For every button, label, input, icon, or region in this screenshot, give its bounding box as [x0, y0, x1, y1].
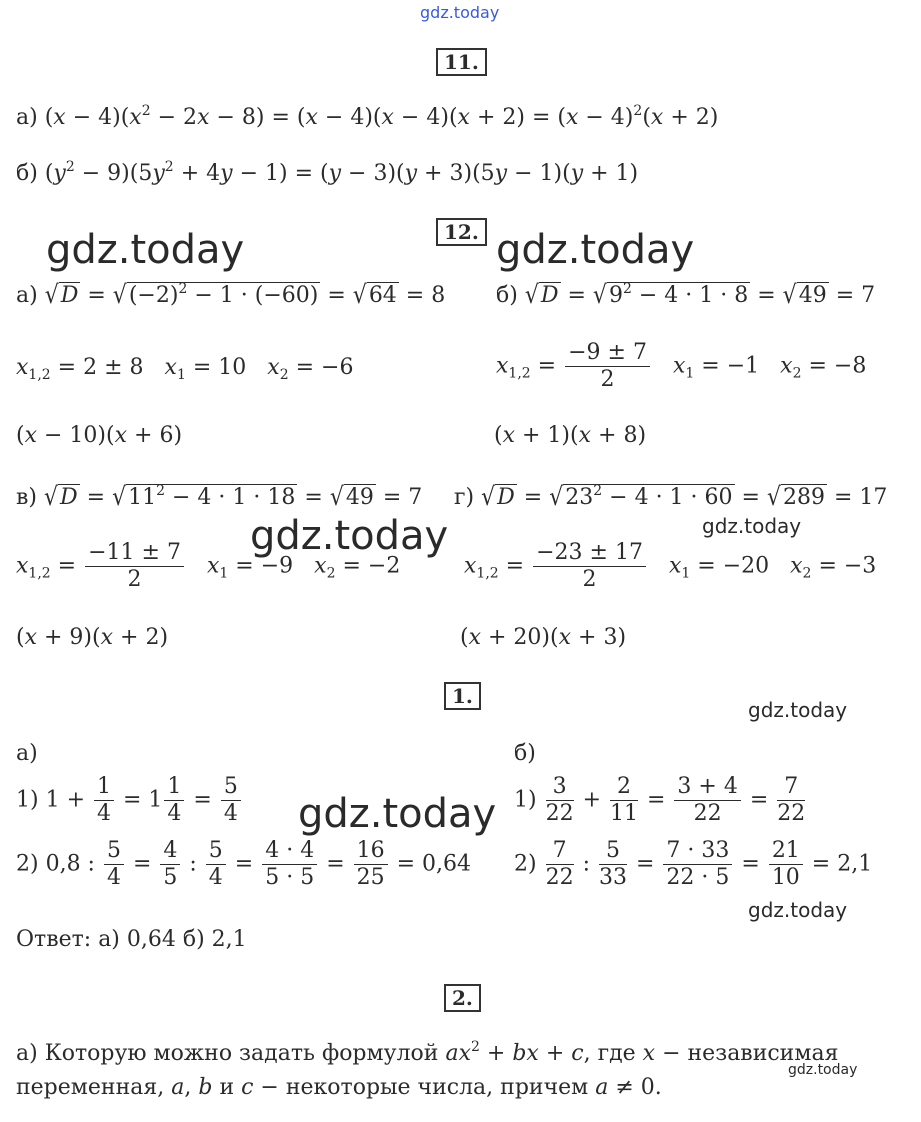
watermark: gdz.today [748, 698, 848, 722]
equation-12b-discriminant: б) $√D = √9^2 - 4 \cdot 1 \cdot 8 = √49 = 7$ [496, 281, 876, 310]
watermark: gdz.today [748, 898, 848, 922]
watermark: gdz.today [702, 514, 802, 538]
equation-1b-step2: 2) $\frac{7}{22}$ : $\frac{5}{33}$ = $\frac{7 \cdot 33}{22 \cdot 5}$ = $\frac{21}{10}$ = 2,1 [514, 838, 873, 890]
label-1b: б) [514, 741, 536, 766]
watermark: gdz.today [298, 791, 497, 837]
task-number-11: 11. [436, 48, 487, 76]
equation-12a-factored: (x − 10)(x + 6) [16, 423, 183, 448]
p2-text-a: а) Которую можно задать формулой [16, 1041, 439, 1066]
watermark: gdz.today [46, 227, 245, 273]
paragraph-2-line2: переменная, a, b и c − некоторые числа, причем a ≠ 0. [16, 1075, 662, 1100]
task-number-1: 1. [444, 682, 481, 710]
task-number-2: 2. [444, 984, 481, 1012]
answer-line: Ответ: а) 0,64 б) 2,1 [16, 927, 247, 952]
equation-12g-factored: (x + 20)(x + 3) [460, 625, 627, 650]
p2-text-d: переменная, [16, 1075, 165, 1100]
equation-12a-discriminant: а) $√D = √(-2)^2 - 1 \cdot (-60) = √64 = 8$ [16, 281, 446, 310]
equation-12b-roots: $x_{1,2}$ = $\frac{-9 \pm 7}{2}$ $x_1 = -1$ $x_2 = -8$ [496, 340, 867, 392]
p2-text-b: , где [583, 1041, 636, 1066]
equation-12g-roots: $x_{1,2}$ = $\frac{-23 \pm 17}{2}$ $x_1 = -20$ $x_2 = -3$ [464, 540, 877, 592]
equation-1a-step2: 2) 0,8 : $\frac{5}{4}$ = $\frac{4}{5}$ : $\frac{5}{4}$ = $\frac{4 \cdot 4}{5 \cdot 5}$ = $\frac{16}{25}$ = 0,64 [16, 838, 472, 890]
equation-12v-discriminant: в) $√D = √11^2 - 4 \cdot 1 \cdot 18 = √49 = 7$ [16, 483, 423, 512]
watermark-top: gdz.today [420, 3, 500, 22]
p2-text-e: и [212, 1075, 242, 1100]
p2-text-g: ≠ 0. [608, 1075, 662, 1100]
watermark: gdz.today [788, 1062, 858, 1078]
equation-11b: б) $(y^2 - 9)(5y^2 + 4y - 1) = (y - 3)(y + 3)(5y - 1)(y + 1)$ [16, 159, 639, 186]
p2-text-c: − независимая [655, 1041, 839, 1066]
watermark: gdz.today [496, 227, 695, 273]
equation-12b-factored: (x + 1)(x + 8) [494, 423, 647, 448]
equation-12a-roots: $x_{1,2} = 2 \pm 8$ $x_1 = 10$ $x_2 = -6$ [16, 355, 354, 383]
equation-1a-step1: 1) 1 + $\frac{1}{4}$ = 1 $\frac{1}{4}$ = $\frac{5}{4}$ [16, 774, 243, 836]
equation-12g-discriminant: г) $√D = √23^2 - 4 \cdot 1 \cdot 60 = √289 = 17$ [454, 483, 888, 512]
equation-1b-step1: 1) $\frac{3}{22}$ + $\frac{2}{11}$ = $\frac{3 + 4}{22}$ = $\frac{7}{22}$ [514, 774, 806, 826]
task-number-12: 12. [436, 218, 487, 246]
equation-11a: а) $(x - 4)(x^2 - 2x - 8) = (x - 4)(x - 4)(x + 2) = (x - 4)^2(x + 2)$ [16, 103, 719, 130]
watermark: gdz.today [250, 513, 449, 559]
equation-12v-roots: $x_{1,2}$ = $\frac{-11 \pm 7}{2}$ $x_1 = -9$ $x_2 = -2$ [16, 540, 401, 592]
equation-12v-factored: (x + 9)(x + 2) [16, 625, 169, 650]
paragraph-2-line1: а) Которую можно задать формулой $ax^2$ + bx + c, где x − независимая [16, 1039, 839, 1066]
p2-text-f: − некоторые числа, причем [253, 1075, 596, 1100]
label-1a: а) [16, 741, 38, 766]
